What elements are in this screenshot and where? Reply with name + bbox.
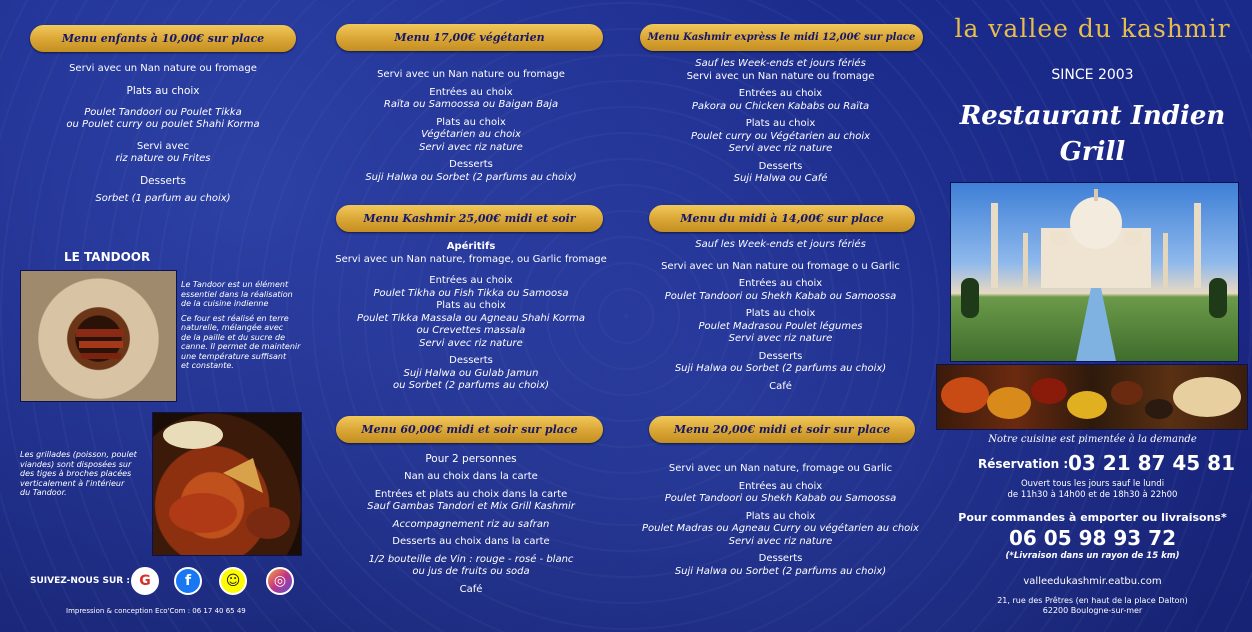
menu-17-plat: Servi avec riz nature xyxy=(419,141,523,153)
menu-20-plats-heading: Plats au choix xyxy=(745,510,816,522)
menu-enfants-line: Servi avec un Nan nature ou fromage xyxy=(69,63,257,74)
menu-20-entrees: Poulet Tandoori ou Shekh Kabab ou Samoossa xyxy=(664,493,897,504)
grill-photo xyxy=(152,412,302,556)
tandoor-heading: LE TANDOOR xyxy=(64,250,151,264)
taj-mahal-graphic xyxy=(951,183,1238,361)
spice-bowls-graphic xyxy=(937,365,1247,429)
menu-60-vin: ou jus de fruits ou soda xyxy=(412,566,530,577)
opening-hours xyxy=(940,479,1245,500)
menu-25-body xyxy=(316,241,626,393)
menu-17-plats-heading: Plats au choix xyxy=(436,116,506,128)
menu-60-accomp: Accompagnement riz au safran xyxy=(392,518,550,530)
tandoor-text xyxy=(181,280,316,371)
menu-17-desserts: Suji Halwa ou Sorbet (2 parfums au choix) xyxy=(365,171,577,183)
menu-12-plats-heading: Plats au choix xyxy=(745,118,816,129)
menu-60-persons: Pour 2 personnes xyxy=(425,453,517,465)
instagram-glyph: ◎ xyxy=(273,573,287,589)
orders-heading: Pour commandes à emporter ou livraisons* xyxy=(958,511,1227,524)
menu-17-desserts-heading: Desserts xyxy=(449,159,493,170)
menu-60-desserts-heading: Desserts au choix dans la carte xyxy=(392,536,550,547)
menu-enfants-servi: riz nature ou Frites xyxy=(115,153,211,164)
menu-60-entrees: Sauf Gambas Tandori et Mix Grill Kashmir xyxy=(367,501,575,512)
menu-14-line: Servi avec un Nan nature ou fromage o u Garlic xyxy=(661,260,900,272)
menu-14-entrees-heading: Entrées au choix xyxy=(738,278,823,289)
menu-12-desserts: Suji Halwa ou Café xyxy=(733,173,828,184)
menu-14-plat: Poulet Madrasou Poulet légumes xyxy=(698,320,863,332)
facebook-glyph: f xyxy=(184,573,192,589)
menu-12-plat: Servi avec riz nature xyxy=(728,143,833,154)
grill-plate-graphic xyxy=(153,413,301,555)
menu-20-title: Menu 20,00€ midi et soir sur place xyxy=(649,416,915,443)
address xyxy=(940,596,1245,616)
menu-20-plat: Poulet Madras ou Agneau Curry ou végétarien au choix xyxy=(642,523,919,534)
restaurant-title: Restaurant Indien xyxy=(959,101,1226,131)
tandoor-text-line: canne. Il permet de maintenir xyxy=(181,342,301,351)
grill-text-line: verticalement à l'intérieur xyxy=(20,478,125,488)
tandoor-photo xyxy=(20,270,177,402)
menu-20-body xyxy=(628,463,933,578)
menu-14-entrees: Poulet Tandoori ou Shekh Kabab ou Samoossa xyxy=(664,290,897,302)
tandoor-skewers-graphic xyxy=(21,271,176,401)
instagram-icon[interactable] xyxy=(266,567,294,595)
since-label: SINCE 2003 xyxy=(1051,67,1134,83)
tandoor-text-line: et constante. xyxy=(181,361,234,370)
menu-12-body xyxy=(628,58,933,186)
reservation-label: Réservation : xyxy=(978,457,1069,471)
tandoor-text-line: essentiel dans la réalisation xyxy=(181,289,293,299)
menu-14-title: Menu du midi à 14,00€ sur place xyxy=(649,205,915,232)
menu-17-body xyxy=(316,69,626,184)
menu-25-plat: Servi avec riz nature xyxy=(419,337,523,349)
menu-25-plats-heading: Plats au choix xyxy=(436,300,506,311)
grill-text-line: des tiges à broches placées xyxy=(20,469,132,478)
menu-20-entrees-heading: Entrées au choix xyxy=(738,480,823,492)
snapchat-icon[interactable] xyxy=(219,567,247,595)
menu-enfants-plat: Poulet Tandoori ou Poulet Tikka xyxy=(84,106,242,118)
website-link[interactable]: valleedukashmir.eatbu.com xyxy=(1023,576,1162,587)
menu-25-aperitifs-heading: Apéritifs xyxy=(446,241,496,252)
tandoor-text-line: de la paille et du sucre de xyxy=(181,332,286,342)
menu-25-aperitifs: Servi avec un Nan nature, fromage, ou Garlic fromage xyxy=(335,253,607,265)
menu-12-line: Servi avec un Nan nature ou fromage xyxy=(686,70,875,82)
menu-60-line: Nan au choix dans la carte xyxy=(404,471,538,482)
brand-logo: la vallee du kashmir xyxy=(954,14,1231,43)
tandoor-text-line: de la cuisine indienne xyxy=(181,299,269,308)
menu-20-line: Servi avec un Nan nature, fromage ou Garlic xyxy=(668,463,893,474)
snapchat-glyph: ☺ xyxy=(225,573,241,589)
menu-17-plat: Végétarien au choix xyxy=(421,129,521,140)
address-line: 62200 Boulogne-sur-mer xyxy=(1042,606,1143,615)
menu-60-title: Menu 60,00€ midi et soir sur place xyxy=(336,416,603,443)
menu-12-line: Sauf les Week-ends et jours fériés xyxy=(695,58,866,69)
menu-25-entrees: Poulet Tikha ou Fish Tikka ou Samoosa xyxy=(373,287,569,299)
taj-mahal-photo xyxy=(950,182,1239,362)
reservation-phone[interactable]: 03 21 87 45 81 xyxy=(1068,451,1236,475)
menu-enfants-plats-heading: Plats au choix xyxy=(126,84,200,97)
menu-12-entrees: Pakora ou Chicken Kababs ou Raïta xyxy=(691,100,870,112)
menu-14-plats-heading: Plats au choix xyxy=(745,308,816,319)
spices-photo xyxy=(936,364,1248,430)
menu-enfants-title: Menu enfants à 10,00€ sur place xyxy=(30,25,296,52)
menu-enfants-servi: Servi avec xyxy=(136,140,190,152)
menu-60-body xyxy=(316,453,626,596)
tandoor-text-line: naturelle, mélangée avec xyxy=(181,323,284,332)
menu-14-body xyxy=(628,239,933,393)
delivery-note: (*Livraison dans un rayon de 15 km) xyxy=(1005,551,1180,561)
menu-12-title: Menu Kashmir exprèss le midi 12,00€ sur place xyxy=(640,24,923,51)
menu-14-desserts: Suji Halwa ou Sorbet (2 parfums au choix) xyxy=(674,363,887,374)
orders-phone[interactable]: 06 05 98 93 72 xyxy=(1008,526,1176,550)
menu-17-line: Servi avec un Nan nature ou fromage xyxy=(377,69,565,80)
tandoor-text-line: Ce four est réalisé en terre xyxy=(181,313,289,323)
google-icon[interactable] xyxy=(131,567,159,595)
menu-60-vin: 1/2 bouteille de Vin : rouge - rosé - blanc xyxy=(368,553,574,565)
menu-25-plat: Poulet Tikka Massala ou Agneau Shahi Korma xyxy=(356,312,586,324)
address-line: 21, rue des Prêtres (en haut de la place Dalton) xyxy=(997,596,1188,605)
menu-12-entrees-heading: Entrées au choix xyxy=(738,88,823,99)
menu-enfants-dessert: Sorbet (1 parfum au choix) xyxy=(95,192,231,204)
tandoor-text-line: une température suffisant xyxy=(181,351,287,361)
spice-note: Notre cuisine est pimentée à la demande xyxy=(988,434,1197,445)
restaurant-subtitle: Grill xyxy=(1059,137,1126,167)
menu-25-plat: ou Crevettes massala xyxy=(416,325,526,336)
hours-line: Ouvert tous les jours sauf le lundi xyxy=(1020,479,1165,489)
grill-text-line: Les grillades (poisson, poulet xyxy=(20,450,137,459)
menu-20-plat: Servi avec riz nature xyxy=(728,535,833,547)
menu-14-plat: Servi avec riz nature xyxy=(728,333,833,344)
menu-25-dessert: ou Sorbet (2 parfums au choix) xyxy=(392,380,550,391)
menu-12-desserts-heading: Desserts xyxy=(758,160,803,172)
menu-14-cafe: Café xyxy=(769,380,792,392)
menu-20-desserts: Suji Halwa ou Sorbet (2 parfums au choix) xyxy=(674,565,887,577)
menu-enfants-body xyxy=(8,63,318,205)
menu-20-desserts-heading: Desserts xyxy=(758,553,803,564)
menu-25-desserts-heading: Desserts xyxy=(449,355,493,366)
menu-25-dessert: Suji Halwa ou Gulab Jamun xyxy=(403,367,539,379)
menu-17-entrees: Raïta ou Samoossa ou Baigan Baja xyxy=(383,99,559,110)
menu-25-entrees-heading: Entrées au choix xyxy=(429,275,513,286)
print-credit: Impression & conception Eco'Com : 06 17 40 65 49 xyxy=(66,607,246,615)
menu-14-line: Sauf les Week-ends et jours fériés xyxy=(695,239,866,250)
menu-enfants-desserts-heading: Desserts xyxy=(140,174,186,187)
grill-text-line: viandes) sont disposées sur xyxy=(20,459,132,469)
facebook-icon[interactable] xyxy=(174,567,202,595)
menu-60-entrees-heading: Entrées et plats au choix dans la carte xyxy=(374,488,568,500)
menu-17-entrees-heading: Entrées au choix xyxy=(429,86,513,98)
grill-text xyxy=(20,450,155,498)
hours-line: de 11h30 à 14h00 et de 18h30 à 22h00 xyxy=(1007,489,1178,500)
menu-12-plat: Poulet curry ou Végétarien au choix xyxy=(690,130,871,142)
social-label: SUIVEZ-NOUS SUR : xyxy=(30,576,130,586)
tandoor-text-line: Le Tandoor est un élément xyxy=(181,280,289,289)
menu-enfants-plat: ou Poulet curry ou poulet Shahi Korma xyxy=(66,119,260,130)
menu-14-desserts-heading: Desserts xyxy=(758,350,803,362)
menu-17-title: Menu 17,00€ végétarien xyxy=(336,24,603,51)
google-glyph: G xyxy=(139,573,151,589)
menu-25-title: Menu Kashmir 25,00€ midi et soir xyxy=(336,205,603,232)
menu-60-cafe: Café xyxy=(459,583,483,595)
grill-text-line: du Tandoor. xyxy=(20,488,67,497)
